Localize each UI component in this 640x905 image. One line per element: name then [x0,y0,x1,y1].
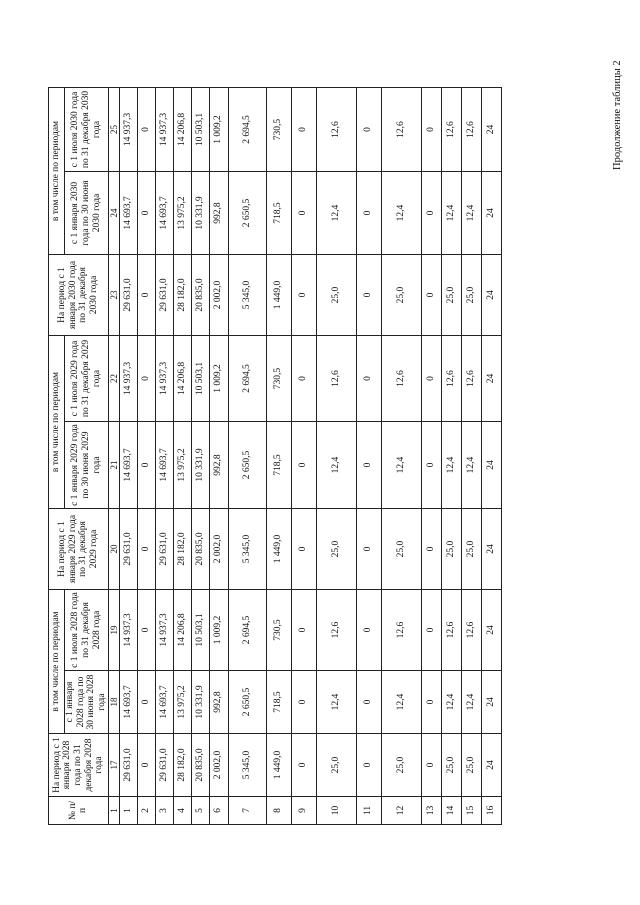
row-number-cell: 5 [191,797,209,825]
value-cell: 12,6 [381,590,421,671]
row-number-cell: 12 [381,797,421,825]
value-cell: 24 [481,590,501,671]
value-cell: 0 [356,734,381,797]
table-caption: Продолжение таблицы 2 [612,60,623,170]
table-row [119,88,137,825]
value-cell: 0 [356,509,381,590]
value-cell: 0 [356,336,381,422]
table-row [421,88,441,825]
value-cell: 0 [291,734,316,797]
table-row [441,88,461,825]
value-cell: 0 [291,590,316,671]
value-cell: 14 693,7 [155,422,173,509]
value-cell: 12,4 [316,422,356,509]
header-including-2030: в том числе по периодам [49,88,65,255]
value-cell: 0 [356,172,381,255]
value-cell: 2 694,5 [228,336,266,422]
value-cell: 10 503,1 [191,336,209,422]
value-cell: 12,4 [461,172,481,255]
value-cell: 12,6 [441,336,461,422]
value-cell: 0 [137,88,155,172]
value-cell: 25,0 [381,734,421,797]
value-cell: 14 937,3 [119,88,137,172]
value-cell: 14 937,3 [155,336,173,422]
header-h2-2029: с 1 июля 2029 года по 31 декабря 2029 года [65,336,109,422]
value-cell: 0 [137,509,155,590]
value-cell: 12,4 [461,671,481,734]
value-cell: 992,8 [209,422,228,509]
value-cell: 29 631,0 [155,509,173,590]
value-cell: 12,4 [381,671,421,734]
value-cell: 14 693,7 [119,671,137,734]
value-cell: 0 [137,255,155,336]
value-cell: 2 650,5 [228,422,266,509]
value-cell: 730,5 [266,336,291,422]
value-cell: 29 631,0 [155,734,173,797]
value-cell: 2 694,5 [228,88,266,172]
column-number: 22 [108,336,119,422]
value-cell: 0 [137,336,155,422]
column-number: 19 [108,590,119,671]
value-cell: 12,4 [316,172,356,255]
column-number: 24 [108,172,119,255]
value-cell: 25,0 [316,734,356,797]
value-cell: 12,4 [441,422,461,509]
value-cell: 718,5 [266,671,291,734]
column-number-row [108,88,119,825]
header-h1-2028: с 1 января 2028 года по 30 июня 2028 года [65,671,109,734]
header-row-top [49,88,65,825]
value-cell: 0 [291,88,316,172]
value-cell: 0 [137,671,155,734]
table-row [137,88,155,825]
header-period-2030: На период с 1 января 2030 года по 31 декабря 2030 года [49,255,109,336]
value-cell: 25,0 [461,255,481,336]
table-row [356,88,381,825]
table-row [291,88,316,825]
value-cell: 25,0 [381,509,421,590]
column-number: 21 [108,422,119,509]
value-cell: 20 835,0 [191,734,209,797]
value-cell: 12,4 [381,172,421,255]
value-cell: 10 331,9 [191,172,209,255]
row-number-cell: 13 [421,797,441,825]
value-cell: 28 182,0 [173,255,191,336]
value-cell: 14 937,3 [119,590,137,671]
value-cell: 0 [291,509,316,590]
value-cell: 12,6 [461,336,481,422]
table-row [191,88,209,825]
header-h1-2030: с 1 января 2030 года по 30 июня 2030 года [65,172,109,255]
value-cell: 2 002,0 [209,734,228,797]
value-cell: 0 [356,422,381,509]
value-cell: 25,0 [441,255,461,336]
value-cell: 12,6 [441,88,461,172]
value-cell: 12,6 [316,336,356,422]
table-row [155,88,173,825]
value-cell: 0 [421,590,441,671]
value-cell: 14 693,7 [119,422,137,509]
value-cell: 14 206,8 [173,336,191,422]
value-cell: 0 [291,172,316,255]
value-cell: 14 206,8 [173,88,191,172]
value-cell: 0 [421,671,441,734]
table-row [209,88,228,825]
header-h1-2029: с 1 января 2029 года по 30 июня 2029 года [65,422,109,509]
value-cell: 5 345,0 [228,255,266,336]
value-cell: 1 009,2 [209,336,228,422]
header-h2-2030: с 1 июля 2030 года по 31 декабря 2030 года [65,88,109,172]
value-cell: 24 [481,336,501,422]
value-cell: 0 [356,671,381,734]
value-cell: 20 835,0 [191,509,209,590]
value-cell: 14 206,8 [173,590,191,671]
value-cell: 730,5 [266,88,291,172]
value-cell: 12,6 [461,88,481,172]
value-cell: 0 [356,255,381,336]
header-num: № п/п [49,797,109,825]
value-cell: 0 [421,509,441,590]
column-number: 20 [108,509,119,590]
value-cell: 12,6 [316,590,356,671]
value-cell: 14 937,3 [119,336,137,422]
value-cell: 12,4 [441,172,461,255]
column-number: 1 [108,797,119,825]
value-cell: 12,6 [441,590,461,671]
value-cell: 25,0 [461,509,481,590]
table-row [481,88,501,825]
value-cell: 10 331,9 [191,422,209,509]
value-cell: 28 182,0 [173,734,191,797]
value-cell: 10 331,9 [191,671,209,734]
value-cell: 1 009,2 [209,590,228,671]
value-cell: 0 [421,88,441,172]
table-row [316,88,356,825]
value-cell: 24 [481,734,501,797]
row-number-cell: 2 [137,797,155,825]
value-cell: 14 693,7 [155,172,173,255]
value-cell: 24 [481,172,501,255]
value-cell: 0 [137,734,155,797]
row-number-cell: 6 [209,797,228,825]
value-cell: 0 [421,172,441,255]
row-number-cell: 9 [291,797,316,825]
value-cell: 29 631,0 [119,509,137,590]
value-cell: 13 975,2 [173,671,191,734]
value-cell: 24 [481,255,501,336]
table-row [173,88,191,825]
header-h2-2028: с 1 июля 2028 года по 31 декабря 2028 года [65,590,109,671]
value-cell: 29 631,0 [119,734,137,797]
value-cell: 5 345,0 [228,509,266,590]
header-including-2029: в том числе по периодам [49,336,65,509]
value-cell: 10 503,1 [191,590,209,671]
value-cell: 24 [481,422,501,509]
data-table [48,87,502,825]
header-period-2028: На период с 1 января 2028 года по 31 декабря 2028 года [49,734,109,797]
value-cell: 12,4 [461,422,481,509]
header-period-2029: На период с 1 января 2029 года по 31 декабря 2029 года [49,509,109,590]
value-cell: 12,6 [316,88,356,172]
value-cell: 0 [356,88,381,172]
value-cell: 2 694,5 [228,590,266,671]
value-cell: 0 [421,734,441,797]
value-cell: 14 937,3 [155,88,173,172]
value-cell: 2 002,0 [209,509,228,590]
value-cell: 1 449,0 [266,255,291,336]
value-cell: 730,5 [266,590,291,671]
column-number: 23 [108,255,119,336]
column-number: 18 [108,671,119,734]
value-cell: 25,0 [316,509,356,590]
value-cell: 14 693,7 [155,671,173,734]
value-cell: 0 [291,255,316,336]
row-number-cell: 15 [461,797,481,825]
value-cell: 13 975,2 [173,172,191,255]
value-cell: 25,0 [441,734,461,797]
value-cell: 2 650,5 [228,172,266,255]
value-cell: 2 650,5 [228,671,266,734]
value-cell: 0 [137,172,155,255]
value-cell: 25,0 [441,509,461,590]
row-number-cell: 1 [119,797,137,825]
value-cell: 12,6 [461,590,481,671]
row-number-cell: 4 [173,797,191,825]
table-body [49,88,502,825]
value-cell: 992,8 [209,671,228,734]
value-cell: 1 449,0 [266,734,291,797]
value-cell: 14 693,7 [119,172,137,255]
value-cell: 718,5 [266,172,291,255]
value-cell: 0 [421,422,441,509]
table-row [266,88,291,825]
row-number-cell: 7 [228,797,266,825]
row-number-cell: 14 [441,797,461,825]
value-cell: 0 [356,590,381,671]
value-cell: 718,5 [266,422,291,509]
value-cell: 0 [291,671,316,734]
row-number-cell: 8 [266,797,291,825]
value-cell: 0 [137,422,155,509]
table-row [228,88,266,825]
value-cell: 0 [421,255,441,336]
value-cell: 12,4 [441,671,461,734]
value-cell: 10 503,1 [191,88,209,172]
row-number-cell: 11 [356,797,381,825]
value-cell: 992,8 [209,172,228,255]
value-cell: 25,0 [381,255,421,336]
value-cell: 1 009,2 [209,88,228,172]
value-cell: 5 345,0 [228,734,266,797]
value-cell: 24 [481,88,501,172]
header-row-sub [65,88,109,825]
value-cell: 0 [421,336,441,422]
value-cell: 12,4 [381,422,421,509]
value-cell: 12,6 [381,336,421,422]
value-cell: 25,0 [316,255,356,336]
header-including-2028: в том числе по периодам [49,590,65,734]
value-cell: 14 937,3 [155,590,173,671]
value-cell: 12,4 [316,671,356,734]
column-number: 17 [108,734,119,797]
value-cell: 2 002,0 [209,255,228,336]
value-cell: 24 [481,509,501,590]
value-cell: 12,6 [381,88,421,172]
value-cell: 20 835,0 [191,255,209,336]
row-number-cell: 10 [316,797,356,825]
table-row [381,88,421,825]
row-number-cell: 16 [481,797,501,825]
value-cell: 29 631,0 [155,255,173,336]
value-cell: 1 449,0 [266,509,291,590]
value-cell: 25,0 [461,734,481,797]
value-cell: 24 [481,671,501,734]
value-cell: 13 975,2 [173,422,191,509]
row-number-cell: 3 [155,797,173,825]
column-number: 25 [108,88,119,172]
value-cell: 0 [291,336,316,422]
value-cell: 28 182,0 [173,509,191,590]
value-cell: 29 631,0 [119,255,137,336]
value-cell: 0 [137,590,155,671]
value-cell: 0 [291,422,316,509]
table-row [461,88,481,825]
